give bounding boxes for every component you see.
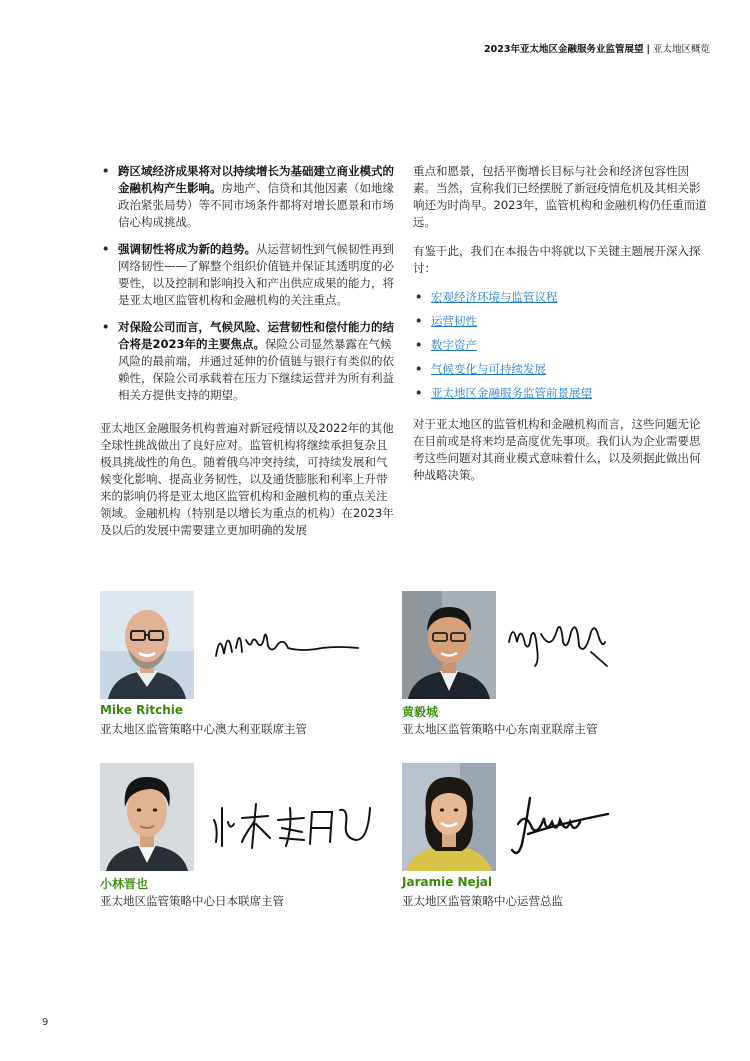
person-name: Jaramie Nejal bbox=[402, 875, 493, 889]
portrait-photo-jaramie-nejal bbox=[402, 763, 496, 871]
person-name: 黄毅城 bbox=[402, 705, 439, 719]
topic-link-climate[interactable]: 气候变化与可持续发展 bbox=[431, 362, 546, 376]
portrait-photo-huang bbox=[402, 591, 496, 699]
list-item bbox=[413, 289, 709, 306]
bullet-heading: 强调韧性将成为新的趋势。 bbox=[118, 242, 256, 256]
portrait-man-dark-hair-icon bbox=[100, 763, 194, 871]
body-paragraph: 对于亚太地区的监管机构和金融机构而言，这些问题无论在目前或是将来均是高度优先事项。我们认为企业需要思考这些问题对其商业模式意味着什么，以及须据此做出何种战略决策。 bbox=[413, 417, 701, 482]
portrait-photo-kobayashi bbox=[100, 763, 194, 871]
person-title: 亚太地区监管策略中心澳大利亚联席主管 bbox=[100, 722, 307, 736]
bullet-text: 房地产、信贷和其他因素（如地缘政治紧张局势）等不同市场条件都将对增长愿景和市场信心构成挑战。 bbox=[118, 181, 394, 229]
body-paragraph: 亚太地区金融服务机构普遍对新冠疫情以及2022年的其他全球性挑战做出了良好应对。监管机构将继续承担复杂且极具挑战性的角色。随着俄乌冲突持续，可持续发展和气候变化影响、提高业务韧性，以及通货膨胀和利率上升带来的影响仍将是亚太地区监管机构和金融机构的重点关注领域。金融机构（特别是以增长为重点的机构）在2023年及以后的发展中需要建立更加明确的发展 bbox=[100, 421, 394, 537]
portrait-man-glasses-icon bbox=[402, 591, 496, 699]
list-item bbox=[413, 385, 709, 402]
list-item bbox=[413, 337, 709, 354]
portrait-photo-mike-ritchie bbox=[100, 591, 194, 699]
page-number: 9 bbox=[42, 1017, 49, 1028]
signature-huang bbox=[505, 612, 615, 670]
bullet-text: 从运营韧性到气候韧性再到网络韧性——了解整个组织价值链并保证其透明度的必要性，以及控制和影响投入和产出供应成果的能力，将是亚太地区监管机构和金融机构的关注重点。 bbox=[118, 242, 394, 307]
list-item bbox=[100, 163, 396, 231]
person-title: 亚太地区监管策略中心东南亚联席主管 bbox=[402, 722, 598, 736]
section-name: 亚太地区概览 bbox=[652, 44, 710, 55]
body-paragraph: 有鉴于此，我们在本报告中将就以下关键主题展开深入探讨： bbox=[413, 244, 701, 275]
portrait-woman-icon bbox=[402, 763, 496, 871]
bullet-text: 保险公司显然暴露在气候风险的最前端，并通过延伸的价值链与银行有类似的依赖性，保险公司承载着在压力下继续运营并为所有利益相关方提供支持的期望。 bbox=[118, 337, 394, 402]
list-item bbox=[413, 313, 709, 330]
signature-jaramie-nejal bbox=[508, 794, 612, 860]
topic-link-macro[interactable]: 宏观经济环境与监管议程 bbox=[431, 290, 558, 304]
bullet-heading: 对保险公司而言，气候风险、运营韧性和偿付能力的结合将是2023年的主要焦点。 bbox=[118, 320, 394, 351]
list-item bbox=[100, 241, 396, 309]
signature-mike-ritchie bbox=[212, 618, 362, 666]
report-title: 2023年亚太地区金融服务业监管展望 bbox=[484, 44, 644, 55]
topic-link-digital-assets[interactable]: 数字资产 bbox=[431, 338, 477, 352]
signature-kobayashi bbox=[208, 798, 376, 854]
person-name: 小林晋也 bbox=[100, 877, 149, 891]
body-paragraph: 重点和愿景，包括平衡增长目标与社会和经济包容性因素。当然，宣称我们已经摆脱了新冠疫情危机及其相关影响还为时尚早。2023年，监管机构和金融机构仍任重而道远。 bbox=[413, 164, 707, 229]
left-column bbox=[100, 163, 396, 551]
header-separator: | bbox=[646, 44, 650, 55]
running-header bbox=[484, 41, 710, 55]
person-title: 亚太地区监管策略中心日本联席主管 bbox=[100, 894, 284, 908]
person-title: 亚太地区监管策略中心运营总监 bbox=[402, 894, 563, 908]
topic-link-outlook[interactable]: 亚太地区金融服务监管前景展望 bbox=[431, 386, 592, 400]
topic-links-list bbox=[413, 289, 709, 402]
bullet-heading: 跨区域经济成果将对以持续增长为基础建立商业模式的金融机构产生影响。 bbox=[118, 164, 394, 195]
right-column bbox=[413, 163, 709, 496]
list-item bbox=[413, 361, 709, 378]
person-name: Mike Ritchie bbox=[100, 703, 184, 717]
portrait-bald-man-glasses-icon bbox=[100, 591, 194, 699]
key-points-list bbox=[100, 163, 396, 404]
list-item bbox=[100, 319, 396, 404]
topic-link-resilience[interactable]: 运营韧性 bbox=[431, 314, 477, 328]
